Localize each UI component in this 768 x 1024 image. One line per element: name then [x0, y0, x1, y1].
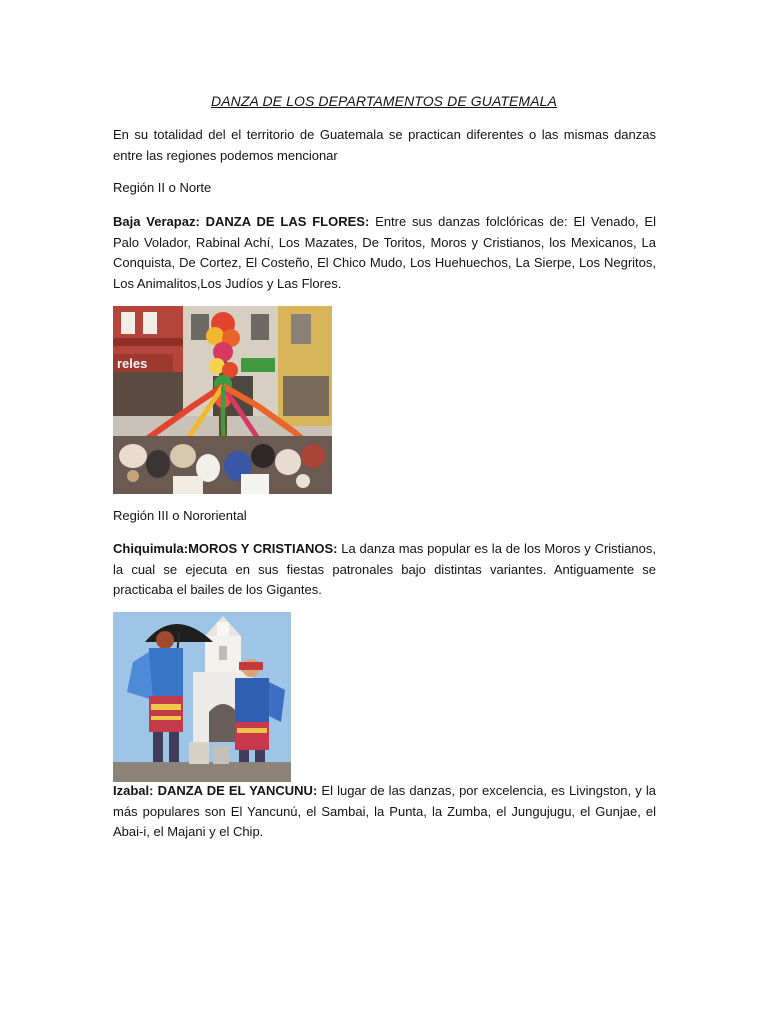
moros-y-cristianos-dancers-photo — [113, 612, 291, 782]
izabal-paragraph — [113, 781, 656, 843]
chiquimula-paragraph — [113, 539, 656, 601]
page-title: DANZA DE LOS DEPARTAMENTOS DE GUATEMALA — [211, 93, 557, 109]
flower-pole-dance-photo — [113, 306, 332, 494]
baja-verapaz-text: Entre sus danzas folclóricas de: El Venado, El Palo Volador, Rabinal Achí, Los Mazates, De Toritos, Moros y Cristianos, los Mexicanos, La Conquista, De Cortez, El Costeño, El Chico Mudo, Los Huehuechos, La Sierpe, Los Negritos, Los Animalitos,Los Judíos y Las Flores. — [113, 214, 656, 291]
izabal-label: Izabal: DANZA DE EL YANCUNU: — [113, 783, 318, 798]
section-heading-region-iii: Región III o Nororiental — [113, 508, 247, 523]
section-heading-region-ii: Región II o Norte — [113, 180, 212, 195]
baja-verapaz-paragraph — [113, 212, 656, 294]
chiquimula-text: La danza mas popular es la de los Moros y Cristianos, la cual se ejecuta en sus fiestas patronales bajo distintas variantes. Antiguamente se practicaba el bailes de los Gigantes. — [113, 541, 656, 597]
svg-text:reles: reles — [117, 356, 148, 371]
chiquimula-label: Chiquimula:MOROS Y CRISTIANOS: — [113, 541, 338, 556]
izabal-text: El lugar de las danzas, por excelencia, es Livingston, y la más populares son El Yancunú, el Sambai, la Punta, la Zumba, el Jungujugu, el Gunjae, el Abai-i, el Majani y el Chip. — [113, 783, 656, 839]
baja-verapaz-label: Baja Verapaz: DANZA DE LAS FLORES: — [113, 214, 370, 229]
intro-paragraph: En su totalidad del el territorio de Guatemala se practican diferentes o las mismas danzas entre las regiones podemos mencionar — [113, 127, 656, 163]
